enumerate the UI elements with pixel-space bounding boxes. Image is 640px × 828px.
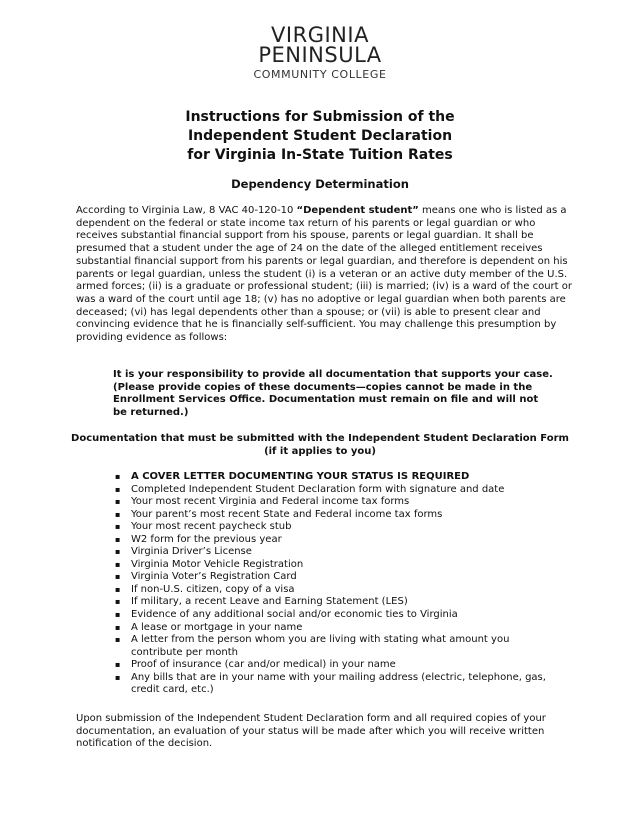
document-list-item-text: A lease or mortgage in your name xyxy=(131,621,303,633)
document-list-item xyxy=(114,571,564,584)
documentation-list xyxy=(114,471,564,697)
document-list-item-text: Proof of insurance (car and/or medical) in your name xyxy=(131,659,396,671)
intro-body: means one who is listed as a dependent on the federal or state income tax return of his parents or legal guardian or who receives substantial financial support from his spouse, parents or legal guardian. It shall be presumed that a student under the age of 24 on the date of the alleged entitlement receives substantial financial support from his parents or legal guardian, and therefore is dependent on his parents or legal guardian, unless the student (i) is a veteran or an active duty member of the U.S. armed forces; (ii) is a graduate or professional student; (iii) is married; (iv) is a ward of the court or was a ward of the court until age 18; (v) has no adoptive or legal guardian when both parents are deceased; (vi) has legal dependents other than a spouse; or (vii) is able to present clear and convincing evidence that he is financially self-sufficient. You may challenge this presumption by providing evidence as follows: xyxy=(76,205,572,344)
document-list-item xyxy=(114,509,564,522)
document-list-item-text: Completed Independent Student Declaration form with signature and date xyxy=(131,483,505,495)
document-list-item xyxy=(114,534,564,547)
square-bullet-icon: ▪ xyxy=(115,610,121,620)
document-list-item-text: If military, a recent Leave and Earning Statement (LES) xyxy=(131,596,408,608)
document-list-item-text: If non-U.S. citizen, copy of a visa xyxy=(131,583,295,595)
square-bullet-icon: ▪ xyxy=(115,547,121,557)
document-list-item-text: W2 form for the previous year xyxy=(131,533,282,545)
document-list-item xyxy=(114,584,564,597)
document-list-item-text: Virginia Motor Vehicle Registration xyxy=(131,558,304,570)
documentation-heading-line-1: Documentation that must be submitted with the Independent Student Declaration Form xyxy=(71,433,569,444)
document-list-item-text: Evidence of any additional social and/or economic ties to Virginia xyxy=(131,609,458,621)
logo-line-virginia: VIRGINIA xyxy=(271,23,369,47)
college-logo xyxy=(0,25,640,81)
square-bullet-icon: ▪ xyxy=(115,660,121,670)
document-list-item-text: Virginia Voter’s Registration Card xyxy=(131,571,297,583)
document-list-item xyxy=(114,609,564,622)
logo-line-community-college: COMMUNITY COLLEGE xyxy=(253,68,387,81)
square-bullet-icon: ▪ xyxy=(115,635,121,645)
square-bullet-icon: ▪ xyxy=(115,584,121,594)
document-list-item-text: Your most recent Virginia and Federal income tax forms xyxy=(131,496,410,508)
document-list-item xyxy=(114,484,564,497)
document-list-item xyxy=(114,659,564,672)
document-list-item xyxy=(114,559,564,572)
title-line-1: Instructions for Submission of the xyxy=(185,109,455,125)
document-list-item-text: Any bills that are in your name with your mailing address (electric, telephone, gas, credit card, etc.) xyxy=(131,671,546,696)
intro-lead: According to Virginia Law, 8 VAC 40-120-10 xyxy=(76,205,297,216)
square-bullet-icon: ▪ xyxy=(115,572,121,582)
document-title xyxy=(0,108,640,165)
document-list-item xyxy=(114,521,564,534)
document-list-item xyxy=(114,622,564,635)
document-list-item-text: Your parent’s most recent State and Federal income tax forms xyxy=(131,508,443,520)
documentation-heading xyxy=(0,433,640,458)
square-bullet-icon: ▪ xyxy=(115,472,121,481)
document-list-item xyxy=(114,672,564,697)
square-bullet-icon: ▪ xyxy=(115,672,121,682)
dependent-student-term: “Dependent student” xyxy=(296,205,419,216)
title-line-3: for Virginia In-State Tuition Rates xyxy=(187,147,453,163)
document-list-item-text: A letter from the person whom you are living with stating what amount you contribute per month xyxy=(131,634,510,658)
document-list-item-text: A COVER LETTER DOCUMENTING YOUR STATUS IS REQUIRED xyxy=(131,471,470,482)
document-list-item xyxy=(114,546,564,559)
document-list-item xyxy=(114,496,564,509)
title-line-2: Independent Student Declaration xyxy=(187,128,453,144)
document-list-item xyxy=(114,596,564,609)
document-list-item xyxy=(114,634,564,659)
documentation-heading-line-2: (if it applies to you) xyxy=(264,445,376,457)
intro-paragraph xyxy=(76,205,576,345)
square-bullet-icon: ▪ xyxy=(115,497,121,507)
square-bullet-icon: ▪ xyxy=(115,522,121,532)
square-bullet-icon: ▪ xyxy=(115,534,121,544)
document-list-item xyxy=(114,471,564,484)
logo-line-peninsula: PENINSULA xyxy=(258,43,382,67)
square-bullet-icon: ▪ xyxy=(115,484,121,494)
square-bullet-icon: ▪ xyxy=(115,597,121,607)
document-list-item-text: Virginia Driver’s License xyxy=(131,546,252,558)
responsibility-notice: It is your responsibility to provide all documentation that supports your case. (Please provide copies of these documents—copies cannot be made in the Enrollment Services Office. Documentation must remain on file and will not be returned.) xyxy=(113,369,553,419)
square-bullet-icon: ▪ xyxy=(115,509,121,519)
document-list-item-text: Your most recent paycheck stub xyxy=(131,521,292,533)
dependency-heading: Dependency Determination xyxy=(231,177,409,191)
square-bullet-icon: ▪ xyxy=(115,559,121,569)
closing-paragraph: Upon submission of the Independent Student Declaration form and all required copies of your documentation, an evaluation of your status will be made after which you will receive written notification of the decision. xyxy=(76,713,546,750)
square-bullet-icon: ▪ xyxy=(115,622,121,632)
